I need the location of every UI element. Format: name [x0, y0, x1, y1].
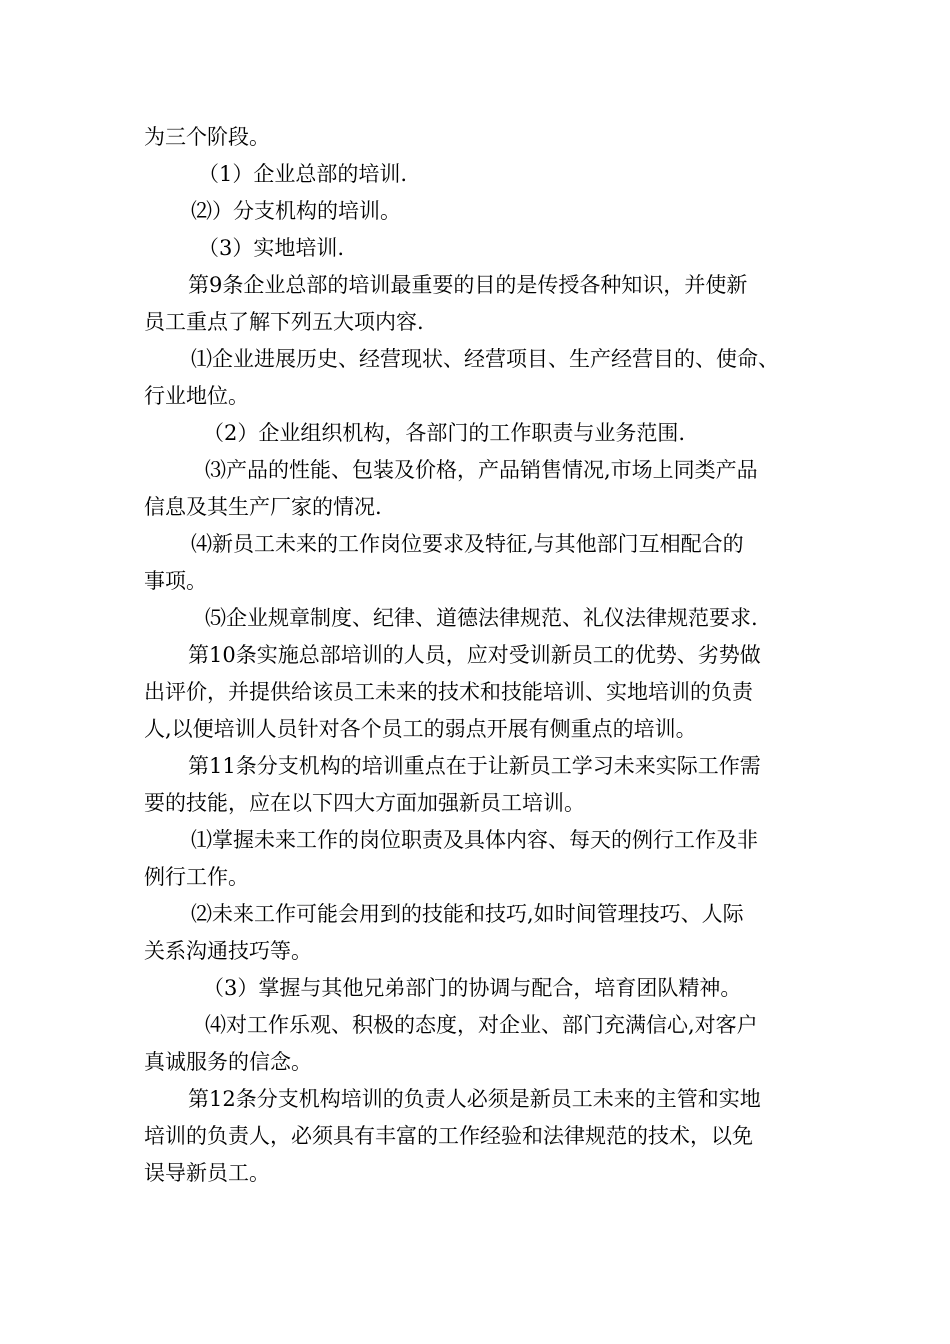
- list-item: ⑵）分支机构的培训。: [191, 199, 401, 223]
- article-paragraph-line: 第10条实施总部培训的人员，应对受训新员工的优势、劣势做: [188, 643, 761, 667]
- text-line: 例行工作。: [144, 865, 249, 889]
- text-line: 行业地位。: [144, 384, 249, 408]
- list-item: ⑴掌握未来工作的岗位职责及具体内容、每天的例行工作及非: [191, 828, 758, 852]
- list-item: ⑷新员工未来的工作岗位要求及特征,与其他部门互相配合的: [191, 532, 744, 556]
- text-line: 事项。: [144, 569, 207, 593]
- list-item: ⑶产品的性能、包装及价格，产品销售情况,市场上同类产品: [205, 458, 758, 482]
- list-item: （3）掌握与其他兄弟部门的协调与配合，培育团队精神。: [203, 976, 742, 1000]
- article-paragraph-line: 第12条分支机构培训的负责人必须是新员工未来的主管和实地: [188, 1087, 761, 1111]
- text-line: 人,以便培训人员针对各个员工的弱点开展有侧重点的培训。: [144, 717, 697, 741]
- article-paragraph-line: 第9条企业总部的培训最重要的目的是传授各种知识，并使新: [188, 273, 748, 297]
- article-paragraph-line: 第11条分支机构的培训重点在于让新员工学习未来实际工作需: [188, 754, 761, 778]
- list-item: ⑷对工作乐观、积极的态度，对企业、部门充满信心,对客户: [205, 1013, 758, 1037]
- list-item: ⑸企业规章制度、纪律、道德法律规范、礼仪法律规范要求.: [205, 606, 758, 630]
- text-line: 误导新员工。: [144, 1161, 270, 1185]
- text-line: 出评价，并提供给该员工未来的技术和技能培训、实地培训的负责: [144, 680, 753, 704]
- list-item: （2）企业组织机构，各部门的工作职责与业务范围.: [203, 421, 686, 445]
- document-body: [144, 119, 820, 1192]
- text-line: 员工重点了解下列五大项内容.: [144, 310, 424, 334]
- text-line: 要的技能，应在以下四大方面加强新员工培训。: [144, 791, 585, 815]
- text-line: 信息及其生产厂家的情况.: [144, 495, 382, 519]
- text-line: 培训的负责人，必须具有丰富的工作经验和法律规范的技术，以免: [144, 1124, 753, 1148]
- text-line: 为三个阶段。: [144, 125, 270, 149]
- list-item: ⑵未来工作可能会用到的技能和技巧,如时间管理技巧、人际: [191, 902, 744, 926]
- text-line: 真诚服务的信念。: [144, 1050, 312, 1074]
- list-item: （1）企业总部的培训.: [198, 162, 408, 186]
- text-line: 关系沟通技巧等。: [144, 939, 312, 963]
- list-item: ⑴企业进展历史、经营现状、经营项目、生产经营目的、使命、: [191, 347, 779, 371]
- list-item: （3）实地培训.: [198, 236, 345, 260]
